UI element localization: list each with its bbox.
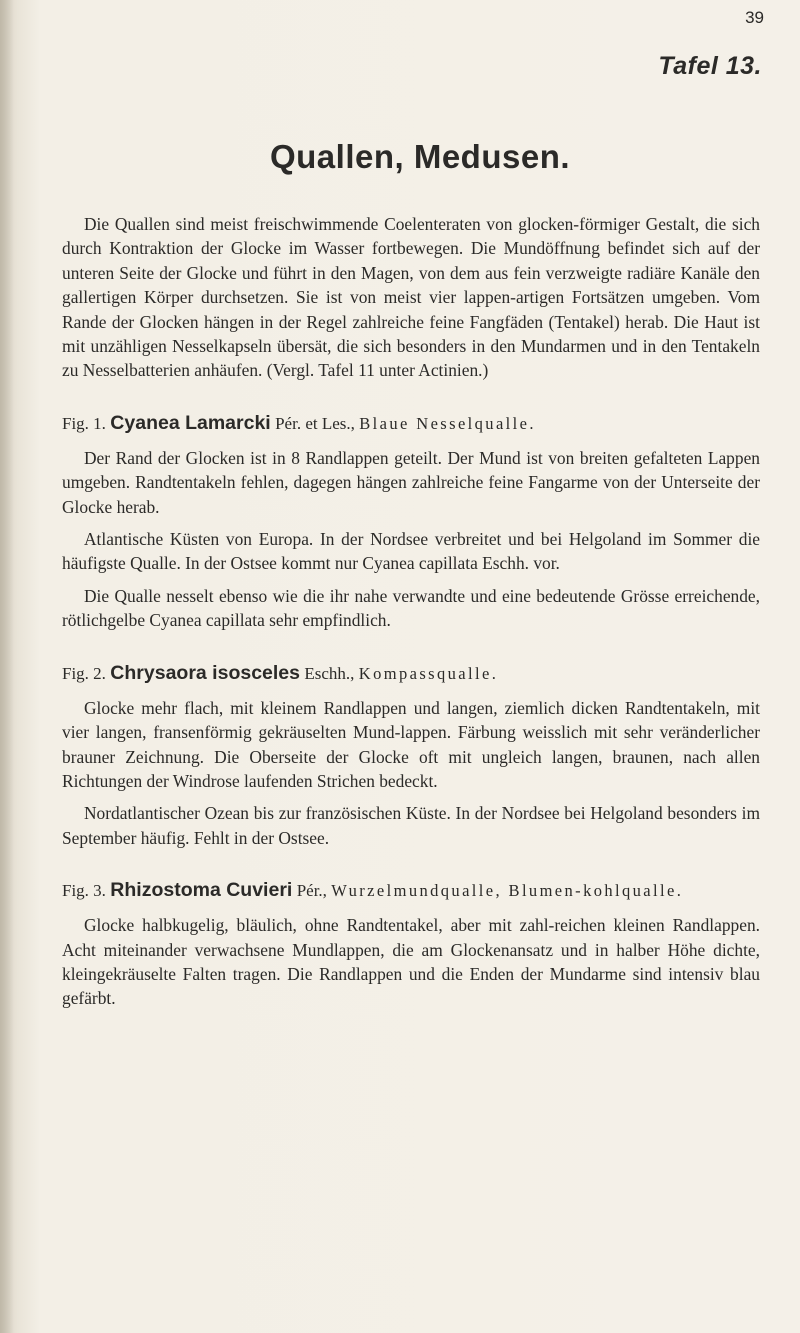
figure-1-author: Pér. et Les.,: [275, 413, 355, 433]
figure-3-heading: [62, 878, 760, 903]
figure-3-label: Fig. 3.: [62, 881, 106, 901]
intro-paragraph: Die Quallen sind meist freischwimmende Coelenteraten von glocken-förmiger Gestalt, die sich durch Kontraktion der Glocke im Wasser fortbewegen. Die Mundöffnung befindet sich auf der unteren Seite der Glocke und führt in den Magen, von dem aus fein verzweigte radiäre Kanäle den gallertigen Körper durchsetzen. Sie ist von meist vier lappen-artigen Fortsätzen umgeben. Vom Rande der Glocken hängen in der Regel zahlreiche feine Fangfäden (Tentakel) herab. Die Haut ist mit unzähligen Nesselkapseln übersät, die sich besonders in den Mundarmen und in den Tentakeln zu Nesselbatterien anhäufen. (Vergl. Tafel 11 unter Actinien.): [62, 214, 760, 381]
figure-2-label: Fig. 2.: [62, 663, 106, 683]
figure-3-common-name: Wurzelmundqualle, Blumen-kohlqualle.: [331, 881, 684, 901]
page-gutter-shadow: [0, 0, 14, 1333]
figure-2-common-name: Kompassqualle.: [358, 663, 499, 683]
figure-2-heading: [62, 661, 760, 686]
figure-2-species: Chrysaora isosceles: [110, 661, 300, 684]
figure-2-author: Eschh.,: [304, 663, 355, 683]
figure-1-paragraph-3: Die Qualle nesselt ebenso wie die ihr nahe verwandte und eine bedeutende Grösse erreichende, rötlichgelbe Cyanea capillata sehr empfindlich.: [62, 585, 760, 631]
figure-1-common-name: Blaue Nesselqualle.: [359, 413, 536, 433]
figure-3-author: Pér.,: [296, 881, 327, 901]
page-title: Quallen, Medusen.: [269, 138, 571, 175]
figure-2-paragraph-1: Glocke mehr flach, mit kleinem Randlappen und langen, ziemlich dicken Randtentakeln, mit vier langen, fransenförmig gekräuselten Mund-lappen. Färbung weisslich mit sehr veränderlicher brauner Zeichnung. Die Oberseite der Glocke oft mit ungleich langen, braunen, nach allen Richtungen der Windrose laufenden Strichen bedeckt.: [62, 697, 760, 791]
text-body: [62, 212, 760, 1011]
figure-1-paragraph-2: Atlantische Küsten von Europa. In der Nordsee verbreitet und bei Helgoland im Sommer die häufigste Qualle. In der Ostsee kommt nur Cyanea capillata Eschh. vor.: [62, 529, 760, 574]
figure-1-species: Cyanea Lamarcki: [110, 411, 271, 434]
figure-1-label: Fig. 1.: [62, 413, 106, 433]
figure-3-species: Rhizostoma Cuvieri: [110, 879, 293, 902]
figure-2-paragraph-2: Nordatlantischer Ozean bis zur französischen Küste. In der Nordsee bei Helgoland besonders im September häufig. Fehlt in der Ostsee.: [62, 803, 760, 848]
page-number: 39: [745, 8, 764, 27]
figure-3-paragraph-1: Glocke halbkugelig, bläulich, ohne Randtentakel, aber mit zahl-reichen kleinen Randlappen. Acht miteinander verwachsene Mundlappen, die am Glockenansatz und in halber Höhe dichte, kleingekräuselte Falten tragen. Die Randlappen und die Enden der Mundarme sind intensiv blau gefärbt.: [62, 915, 760, 1009]
figure-1-paragraph-1: Der Rand der Glocken ist in 8 Randlappen geteilt. Der Mund ist von breiten gefalteten Lappen umgeben. Randtentakeln fehlen, dagegen hängen zahlreiche feine Fangarme von der Unterseite der Glocke herab.: [62, 447, 760, 517]
plate-label: Tafel 13.: [658, 52, 762, 80]
figure-1-heading: [62, 411, 760, 436]
